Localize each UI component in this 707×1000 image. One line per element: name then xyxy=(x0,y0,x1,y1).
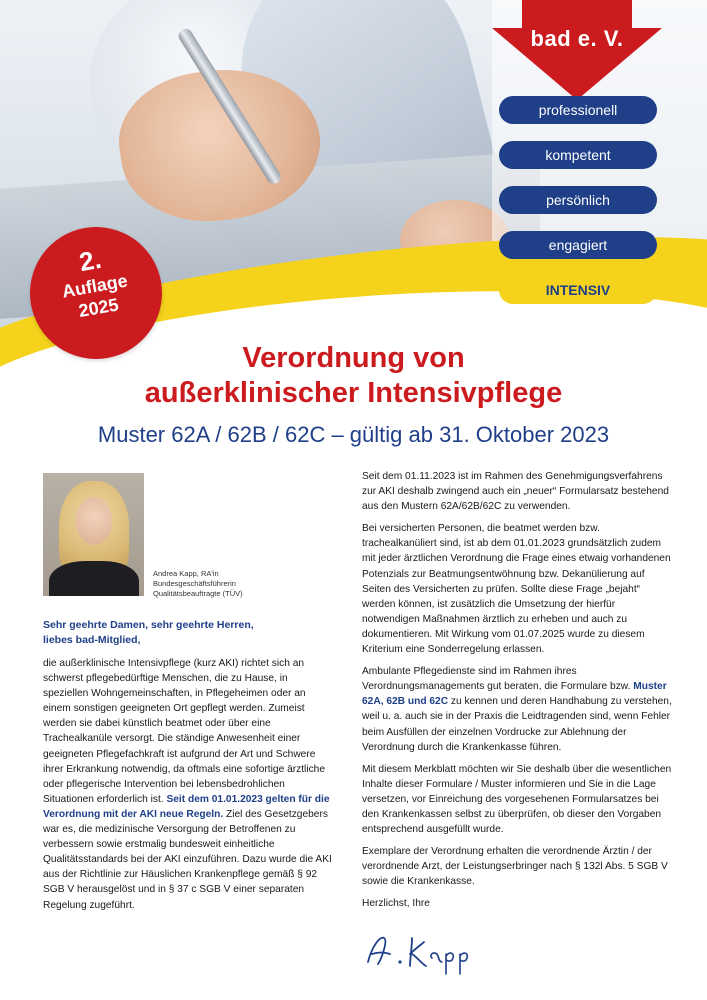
author-name: Andrea Kapp, RA'in xyxy=(153,569,219,578)
paragraph-formularsatz: Seit dem 01.11.2023 ist im Rahmen des Genehmigungsverfahrens zur AKI deshalb zwingend auch ein „neuer“ Formularsatz bestehend aus den Mustern 62A/62B/62C zu verwenden. xyxy=(362,471,669,513)
pill-professionell: professionell xyxy=(499,96,657,124)
author-role: Bundesgeschäftsführerin xyxy=(153,579,236,588)
greeting-line2: liebes bad-Mitglied, xyxy=(43,634,141,646)
greeting-line1: Sehr geehrte Damen, sehr geehrte Herren, xyxy=(43,619,254,631)
closing-line: Herzlichst, Ihre xyxy=(362,898,430,910)
paragraph-exemplare: Exemplare der Verordnung erhalten die verordnende Ärztin / der verordnende Arzt, der Leistungserbringer nach § 132l Abs. 5 SGB V sowie die Krankenkasse. xyxy=(362,846,668,888)
pill-intensiv: INTENSIV xyxy=(499,276,657,304)
author-role-2: Qualitätsbeauftragte (TÜV) xyxy=(153,589,243,598)
page-title-line1: Verordnung von xyxy=(242,342,465,374)
signature xyxy=(362,928,502,976)
left-body-part2: Ziel des Gesetzgebers war es, die medizinische Versorgung der Betroffenen zu verbessern sowie erstmalig bundesweit einheitliche Qualitätsstandards bei der AKI einzuführen. Dazu wurde die AKI aus der Richtlinie zur Häuslichen Krankenpflege gemäß § 92 SGB V herausgelöst und in § 37 c SGB V einer separaten Regelung zugeführt. xyxy=(43,808,332,911)
author-caption xyxy=(153,569,303,599)
right-body-text xyxy=(362,469,672,919)
paragraph-pflegedienste: Ambulante Pflegedienste sind im Rahmen ihres Verordnungsmanagements gut beraten, die Formulare bzw. Muster 62A, 62B und 62C zu kennen und deren Handhabung zu verstehen, weil u. a. auch sie in der Praxis die Leidtragenden sind, wenn Fehler beim Ausfüllen der einzelnen Vordrucke zur Ablehnung der Verordnung durch die Krankenkasse führen. xyxy=(362,666,672,753)
muster-highlight: Muster 62A, 62B und 62C xyxy=(362,681,667,708)
paragraph-merkblatt: Mit diesem Merkblatt möchten wir Sie deshalb über die wesentlichen Inhalte dieser Formulare / Muster informieren und Sie in die Lage versetzen, vor Einreichung des vorgesehenen Formularsatzes bei den Krankenkassen selbst zu überprüfen, ob dieser den Vorgaben entsprechend ausgefüllt wurde. xyxy=(362,763,672,836)
page-title xyxy=(0,341,707,411)
badge-edition-year: 2025 xyxy=(77,294,121,322)
author-photo xyxy=(43,473,144,596)
greeting xyxy=(43,618,333,648)
logo: bad e. V. xyxy=(530,26,624,51)
value-pill-list xyxy=(499,96,657,321)
paragraph-beatmung: Bei versicherten Personen, die beatmet werden bzw. trachealkanüliert sind, ist ab dem 01.01.2023 grundsätzlich zudem mit jeder ärztlichen Verordnung die Frage eines etwaig vorhandenen Potenzials zur Beatmungsentwöhnung bzw. Dekanülierung auf Seiten des Versicherten zu prüfen. Sollte diese Frage „bejaht“ werden können, ist zusätzlich die Umsetzung der hierfür notwendigen Maßnahmen ärztlich zu erheben und auch zu dokumentieren. Mit Wirkung vom 01.07.2025 wurde zu diesem Kriterium eine Sonderregelung erlassen. xyxy=(362,523,671,656)
left-body-text xyxy=(43,656,333,913)
pill-persoenlich: persönlich xyxy=(499,186,657,214)
badge-edition-number: 2. xyxy=(76,243,104,278)
pill-kompetent: kompetent xyxy=(499,141,657,169)
left-body-part1: die außerklinische Intensivpflege (kurz AKI) richtet sich an schwerst pflegebedürftige Menschen, die zu Hause, in speziellen Wohngemeinschaften, in Pflegeheimen oder an einem sonstigen geeigneten Ort gepflegt werden. Zumeist werden sie dabei künstlich beatmet oder über eine Trachealkanüle versorgt. Die ständige Anwesenheit einer geeigneten Pflegefachkraft ist aufgrund der Art und Schwere ihrer Erkrankung notwendig, da oftmals eine sofortige ärztliche oder pflegerische Intervention bei lebensbedrohlichen Situationen erforderlich ist. xyxy=(43,658,326,805)
badge-edition-label: Auflage xyxy=(60,270,130,302)
page-title-line2: außerklinischer Intensivpflege xyxy=(144,377,563,409)
left-body-highlight: Seit dem 01.01.2023 gelten für die Verordnung mit der AKI neue Regeln. xyxy=(43,793,330,820)
pill-engagiert: engagiert xyxy=(499,231,657,259)
page-subtitle: Muster 62A / 62B / 62C – gültig ab 31. Oktober 2023 xyxy=(97,422,610,447)
